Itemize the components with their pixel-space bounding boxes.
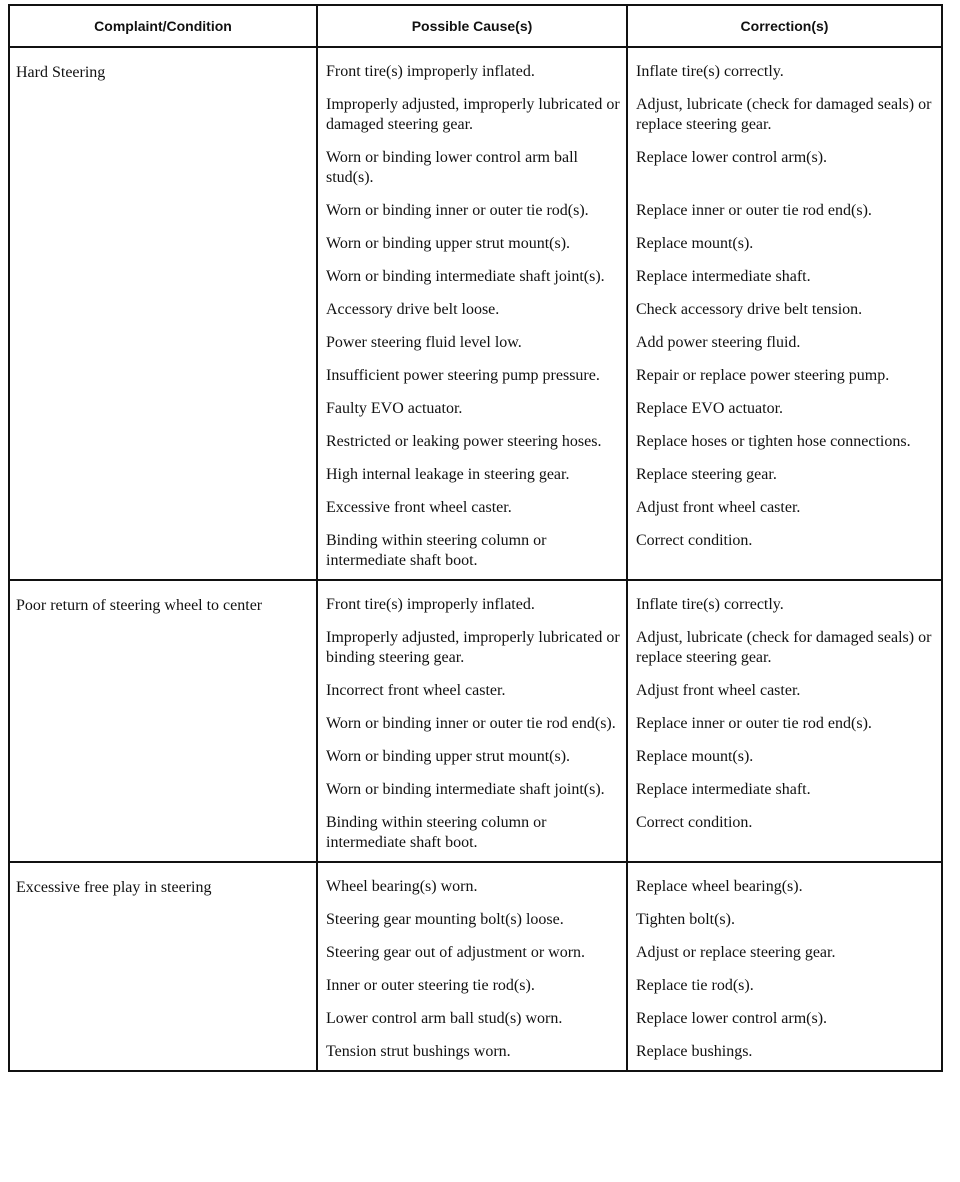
- possible-cause: Improperly adjusted, improperly lubricated or damaged steering gear.: [317, 87, 627, 140]
- possible-cause: Worn or binding upper strut mount(s).: [317, 739, 627, 772]
- correction: Replace hoses or tighten hose connections.: [627, 424, 942, 457]
- correction: Adjust, lubricate (check for damaged seals) or replace steering gear.: [627, 620, 942, 673]
- condition-group: [9, 580, 942, 862]
- correction: Replace inner or outer tie rod end(s).: [627, 193, 942, 226]
- header-corrections: Correction(s): [627, 5, 942, 47]
- correction: Replace intermediate shaft.: [627, 259, 942, 292]
- table-row: [9, 47, 942, 87]
- possible-cause: Excessive front wheel caster.: [317, 490, 627, 523]
- possible-cause: Insufficient power steering pump pressure.: [317, 358, 627, 391]
- correction: Replace inner or outer tie rod end(s).: [627, 706, 942, 739]
- possible-cause: Binding within steering column or intermediate shaft boot.: [317, 805, 627, 862]
- possible-cause: Accessory drive belt loose.: [317, 292, 627, 325]
- correction: Correct condition.: [627, 805, 942, 862]
- table-row: [9, 862, 942, 902]
- correction: Replace mount(s).: [627, 739, 942, 772]
- correction: Adjust front wheel caster.: [627, 673, 942, 706]
- possible-cause: Wheel bearing(s) worn.: [317, 862, 627, 902]
- complaint-condition: Excessive free play in steering: [9, 862, 317, 1071]
- condition-group: [9, 862, 942, 1071]
- correction: Add power steering fluid.: [627, 325, 942, 358]
- possible-cause: Worn or binding upper strut mount(s).: [317, 226, 627, 259]
- possible-cause: Worn or binding intermediate shaft joint(s).: [317, 772, 627, 805]
- complaint-condition: Poor return of steering wheel to center: [9, 580, 317, 862]
- possible-cause: Lower control arm ball stud(s) worn.: [317, 1001, 627, 1034]
- correction: Replace lower control arm(s).: [627, 140, 942, 193]
- possible-cause: Worn or binding inner or outer tie rod(s).: [317, 193, 627, 226]
- possible-cause: Steering gear out of adjustment or worn.: [317, 935, 627, 968]
- correction: Replace wheel bearing(s).: [627, 862, 942, 902]
- possible-cause: Worn or binding lower control arm ball stud(s).: [317, 140, 627, 193]
- possible-cause: Steering gear mounting bolt(s) loose.: [317, 902, 627, 935]
- correction: Correct condition.: [627, 523, 942, 580]
- possible-cause: Restricted or leaking power steering hoses.: [317, 424, 627, 457]
- correction: Check accessory drive belt tension.: [627, 292, 942, 325]
- possible-cause: Power steering fluid level low.: [317, 325, 627, 358]
- possible-cause: Binding within steering column or intermediate shaft boot.: [317, 523, 627, 580]
- possible-cause: Worn or binding intermediate shaft joint(s).: [317, 259, 627, 292]
- correction: Replace EVO actuator.: [627, 391, 942, 424]
- possible-cause: High internal leakage in steering gear.: [317, 457, 627, 490]
- possible-cause: Inner or outer steering tie rod(s).: [317, 968, 627, 1001]
- possible-cause: Incorrect front wheel caster.: [317, 673, 627, 706]
- correction: Adjust or replace steering gear.: [627, 935, 942, 968]
- correction: Adjust front wheel caster.: [627, 490, 942, 523]
- header-complaint-condition: Complaint/Condition: [9, 5, 317, 47]
- diagnosis-table: [8, 4, 943, 1072]
- possible-cause: Improperly adjusted, improperly lubricated or binding steering gear.: [317, 620, 627, 673]
- possible-cause: Faulty EVO actuator.: [317, 391, 627, 424]
- correction: Adjust, lubricate (check for damaged seals) or replace steering gear.: [627, 87, 942, 140]
- possible-cause: Front tire(s) improperly inflated.: [317, 580, 627, 620]
- complaint-condition: Hard Steering: [9, 47, 317, 580]
- table-header: [9, 5, 942, 47]
- correction: Tighten bolt(s).: [627, 902, 942, 935]
- correction: Replace bushings.: [627, 1034, 942, 1071]
- header-possible-causes: Possible Cause(s): [317, 5, 627, 47]
- table-row: [9, 580, 942, 620]
- correction: Inflate tire(s) correctly.: [627, 47, 942, 87]
- correction: Replace mount(s).: [627, 226, 942, 259]
- correction: Inflate tire(s) correctly.: [627, 580, 942, 620]
- correction: Replace tie rod(s).: [627, 968, 942, 1001]
- possible-cause: Front tire(s) improperly inflated.: [317, 47, 627, 87]
- condition-group: [9, 47, 942, 580]
- correction: Replace steering gear.: [627, 457, 942, 490]
- possible-cause: Tension strut bushings worn.: [317, 1034, 627, 1071]
- possible-cause: Worn or binding inner or outer tie rod end(s).: [317, 706, 627, 739]
- correction: Repair or replace power steering pump.: [627, 358, 942, 391]
- correction: Replace intermediate shaft.: [627, 772, 942, 805]
- correction: Replace lower control arm(s).: [627, 1001, 942, 1034]
